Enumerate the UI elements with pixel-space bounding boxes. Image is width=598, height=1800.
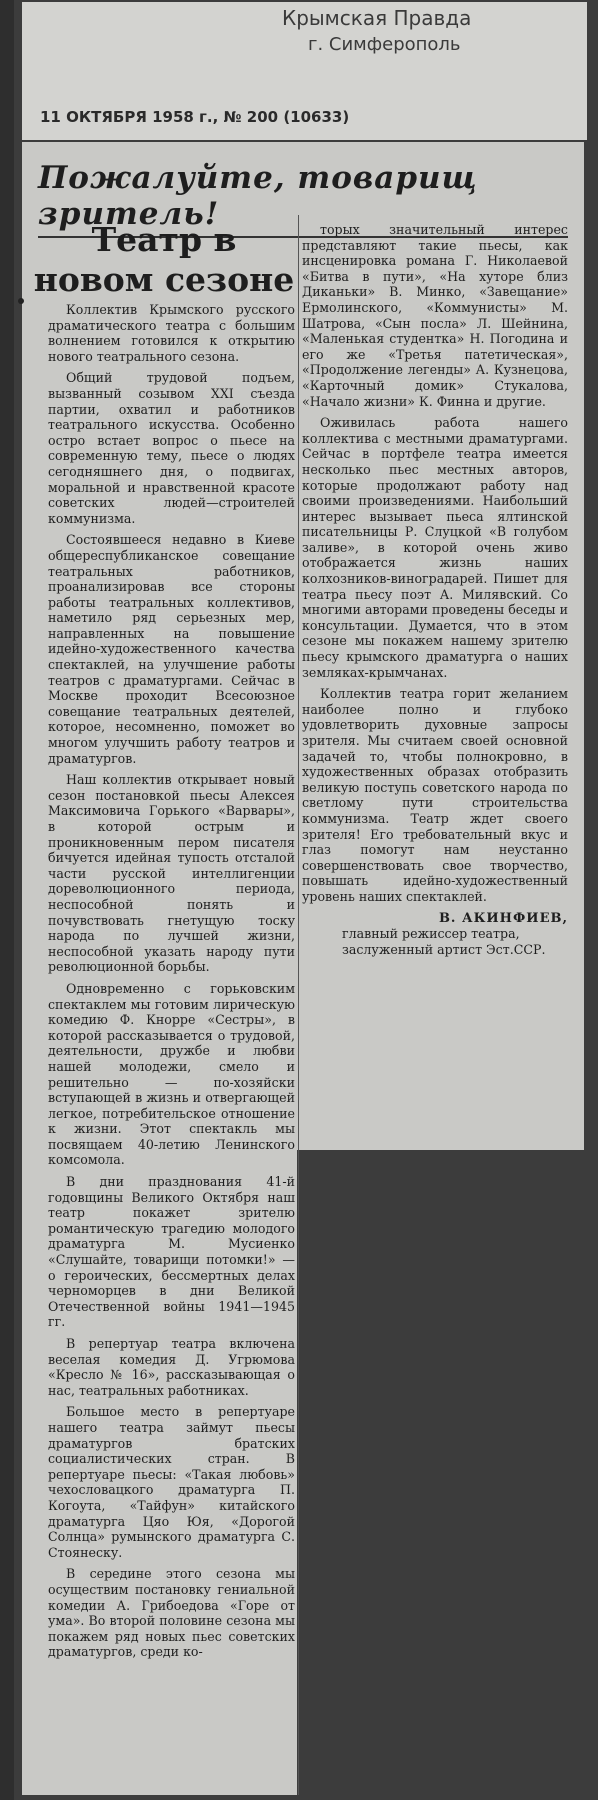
paragraph: В дни празднования 41-й годовщины Великого Октября наш театр покажет зрителю романтическую трагедию молодого драматурга М. Мусиенко «Слушайте, товарищи потомки!» — о героических, бессмертных делах черноморцев в дни Великой Отечественной войны 1941—1945 гг.	[48, 1174, 295, 1330]
left-column	[48, 302, 295, 1666]
author-name: В. АКИНФИЕВ,	[438, 910, 568, 926]
article-title: Театр в новом сезоне	[33, 220, 295, 299]
paragraph: Состоявшееся недавно в Киеве общереспубликанское совещание театральных работников, проанализировав все стороны работы театральных коллективов, наметило ряд серьезных мер, направленных на повышение идейно-художественного качества спектаклей, на улучшение работы театров с драматургами. Сейчас в Москве проходит Всесоюзное совещание театральных деятелей, которое, несомненно, поможет во многом улучшить работу театров и драматургов.	[48, 532, 295, 766]
right-column	[302, 222, 568, 957]
rubric-heading: Пожалуйте, товарищ зритель!	[38, 160, 568, 238]
newspaper-name: Крымская Правда	[282, 6, 472, 30]
newspaper-city: г. Симферополь	[308, 34, 461, 55]
paragraph: торых значительный интерес представляют такие пьесы, как инсценировка романа Г. Николаевой «Битва в пути», «На хуторе близ Диканьки» В. Минко, «Завещание» Ермолинского, «Коммунисты» М. Шатрова, «Сын посла» Л. Шейнина, «Маленькая студентка» Н. Погодина и его же «Третья патетическая», «Продолжение легенды» А. Кузнецова, «Карточный домик» Стукалова, «Начало жизни» К. Финна и другие.	[302, 222, 568, 409]
signature-block	[302, 911, 568, 958]
left-dark-strip	[0, 0, 14, 1800]
paragraph: В репертуар театра включена веселая комедия Д. Угрюмова «Кресло № 16», рассказывающая о нас, театральных работниках.	[48, 1336, 295, 1398]
dateline: 11 ОКТЯБРЯ 1958 г., № 200 (10633)	[40, 108, 350, 126]
pin-hole	[18, 298, 24, 304]
paragraph: Одновременно с горьковским спектаклем мы готовим лирическую комедию Ф. Кнорре «Сестры», в которой рассказывается о трудовой, деятельности, дружбе и любви нашей молодежи, смело и решительно — по-хозяйски вступающей в жизнь и отвергающей легкое, потребительское отношение к жизни. Этот спектакль мы посвящаем 40-летию Ленинского комсомола.	[48, 980, 295, 1168]
paragraph: Коллектив театра горит желанием наиболее полно и глубоко удовлетворить духовные запросы зрителя. Мы считаем своей основной задачей то, чтобы полнокровно, в художественных образах отобразить великую поступь советского народа по светлому пути строительства коммунизма. Театр ждет своего зрителя! Его требовательный вкус и глаз помогут нам неустанно совершенствовать свое творчество, повышать идейно-художественный уровень наших спектаклей.	[302, 686, 568, 904]
paragraph: Большое место в репертуаре нашего театра займут пьесы драматургов братских социалистических стран. В репертуаре пьесы: «Такая любовь» чехословацкого драматурга П. Когоута, «Тайфун» китайского драматурга Цяо Юя, «Дорогой Солнца» румынского драматурга С. Стоянеску.	[48, 1404, 295, 1560]
paragraph: Оживилась работа нашего коллектива с местными драматургами. Сейчас в портфеле театра имеется несколько пьес местных авторов, которые продолжают работу над своими произведениями. Наибольший интерес вызывает пьеса ялтинской писательницы Р. Слуцкой «В голубом заливе», в которой очень живо отображается жизнь наших колхозников-виноградарей. Пишет для театра пьесу поэт А. Милявский. Со многими авторами проведены беседы и консультации. Думается, что в этом сезоне мы покажем нашему зрителю пьесу крымского драматурга о наших земляках-крымчанах.	[302, 415, 568, 680]
column-divider	[298, 215, 299, 1795]
paragraph: Наш коллектив открывает новый сезон постановкой пьесы Алексея Максимовича Горького «Варвары», в которой острым и проникновенным пером писателя бичуется идейная тупость отсталой части русской интеллигенции дореволюционного периода, неспособной понять и почувствовать гнетущую тоску народа по лучшей жизни, неспособной указать народу пути революционной борьбы.	[48, 772, 295, 975]
paragraph: В середине этого сезона мы осуществим постановку гениальной комедии А. Грибоедова «Горе от ума». Во второй половине сезона мы покажем ряд новых пьес советских драматургов, среди ко-	[48, 1566, 295, 1660]
paragraph: Коллектив Крымского русского драматического театра с большим волнением готовился к открытию нового театрального сезона.	[48, 302, 295, 364]
author-role: главный режиссер театра, заслуженный артист Эст.ССР.	[342, 926, 546, 957]
paragraph: Общий трудовой подъем, вызванный созывом XXI съезда партии, охватил и работников театрального искусства. Особенно остро встает вопрос о пьесе на современную тему, пьесе о людях сегодняшнего дня, о подвигах, моральной и нравственной красоте советских людей—строителей коммунизма.	[48, 370, 295, 526]
